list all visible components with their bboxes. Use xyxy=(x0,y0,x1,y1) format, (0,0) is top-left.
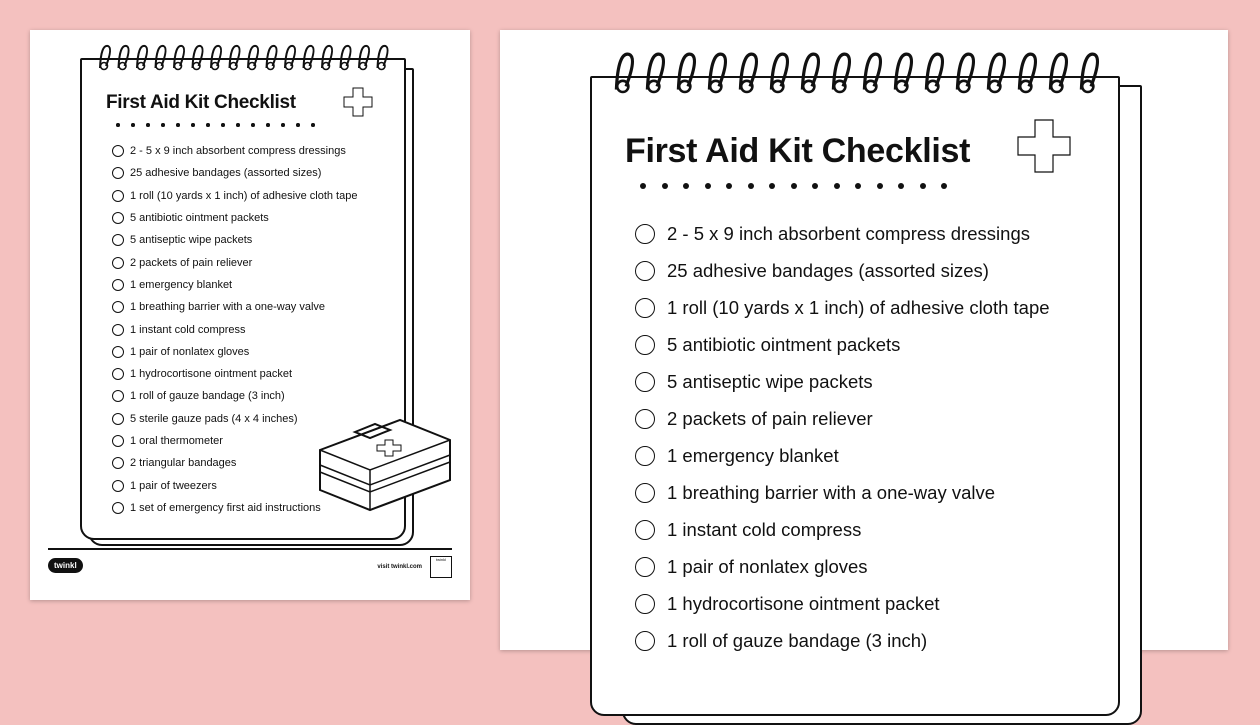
dot xyxy=(855,183,861,189)
checkbox-circle[interactable] xyxy=(112,324,124,336)
checkbox-circle[interactable] xyxy=(112,234,124,246)
checklist-item-label: 25 adhesive bandages (assorted sizes) xyxy=(667,259,989,281)
worksheet-preview-zoomed xyxy=(500,30,1228,650)
worksheet-preview-thumbnail xyxy=(30,30,470,600)
checklist-item-label: 1 emergency blanket xyxy=(667,444,839,466)
checklist-item-label: 5 sterile gauze pads (4 x 4 inches) xyxy=(130,412,298,425)
dot xyxy=(683,183,689,189)
dot xyxy=(726,183,732,189)
checklist-item xyxy=(112,274,357,296)
checkbox-circle[interactable] xyxy=(112,212,124,224)
checklist-item-label: 1 hydrocortisone ointment packet xyxy=(130,368,293,381)
dot xyxy=(161,123,165,127)
twinkl-logo: twinkl xyxy=(48,558,83,573)
checklist-item xyxy=(635,548,1050,585)
checklist-item-label: 1 emergency blanket xyxy=(130,278,233,291)
checklist-item xyxy=(112,385,357,407)
dot xyxy=(281,123,285,127)
checkbox-circle[interactable] xyxy=(112,279,124,291)
checklist-item xyxy=(112,341,357,363)
dot xyxy=(662,183,668,189)
checkbox-circle[interactable] xyxy=(635,631,655,651)
worksheet-title: First Aid Kit Checklist xyxy=(625,132,971,170)
dot xyxy=(812,183,818,189)
dot xyxy=(640,183,646,189)
checklist-item xyxy=(112,162,357,184)
checklist-item xyxy=(112,207,357,229)
checkbox-circle[interactable] xyxy=(112,368,124,380)
checkbox-circle[interactable] xyxy=(635,298,655,318)
checklist-item-label: 1 oral thermometer xyxy=(130,435,223,447)
checkbox-circle[interactable] xyxy=(112,145,124,157)
first-aid-kit-icon xyxy=(315,410,455,520)
checklist-item xyxy=(635,252,1050,289)
checklist-item xyxy=(635,400,1050,437)
dot xyxy=(236,123,240,127)
checkbox-circle[interactable] xyxy=(112,390,124,402)
dot xyxy=(311,123,315,127)
checkbox-circle[interactable] xyxy=(635,520,655,540)
checklist-item-label: 1 pair of nonlatex gloves xyxy=(130,345,250,358)
checklist-item-label: 1 roll of gauze bandage (3 inch) xyxy=(130,390,285,403)
checkbox-circle[interactable] xyxy=(635,409,655,429)
dot xyxy=(266,123,270,127)
spiral-binding-icon xyxy=(96,42,396,72)
dot xyxy=(206,123,210,127)
dot xyxy=(146,123,150,127)
checklist-item-label: 1 breathing barrier with a one-way valve xyxy=(667,481,996,503)
dot xyxy=(131,123,135,127)
checkbox-circle[interactable] xyxy=(112,457,124,469)
checklist-item-label: 1 pair of nonlatex gloves xyxy=(667,555,868,577)
medical-cross-icon xyxy=(342,86,374,118)
checklist-item xyxy=(635,289,1050,326)
checklist-item xyxy=(112,140,357,162)
checklist-item xyxy=(635,622,1050,659)
checklist-item xyxy=(112,229,357,251)
checklist-item-label: 1 breathing barrier with a one-way valve xyxy=(130,301,326,314)
dot xyxy=(191,123,195,127)
dot xyxy=(116,123,120,127)
checkbox-circle[interactable] xyxy=(635,446,655,466)
checkbox-circle[interactable] xyxy=(112,502,124,514)
checklist-item-label: 5 antibiotic ointment packets xyxy=(130,212,269,225)
checkbox-circle[interactable] xyxy=(635,483,655,503)
checklist-item-label: 1 instant cold compress xyxy=(130,323,246,336)
checklist-item-label: 25 adhesive bandages (assorted sizes) xyxy=(130,167,322,180)
checklist-item xyxy=(112,251,357,273)
medical-cross-icon xyxy=(1015,116,1073,174)
checkbox-circle[interactable] xyxy=(112,190,124,202)
checklist-item-label: 1 roll of gauze bandage (3 inch) xyxy=(667,629,928,651)
checklist-item xyxy=(112,296,357,318)
checklist-item-label: 2 - 5 x 9 inch absorbent compress dressings xyxy=(667,222,1030,244)
dot xyxy=(877,183,883,189)
worksheet-title: First Aid Kit Checklist xyxy=(106,92,296,113)
checklist-item xyxy=(112,185,357,207)
dot-divider xyxy=(640,183,947,189)
checklist-item-label: 2 - 5 x 9 inch absorbent compress dressings xyxy=(130,145,346,158)
dot xyxy=(898,183,904,189)
dot xyxy=(769,183,775,189)
twinkl-badge: twinkl xyxy=(430,556,452,578)
checklist-item-label: 1 instant cold compress xyxy=(667,518,862,540)
dot xyxy=(834,183,840,189)
checklist-item-label: 1 pair of tweezers xyxy=(130,479,217,492)
checklist-item xyxy=(635,326,1050,363)
dot xyxy=(251,123,255,127)
checklist-item-label: 5 antiseptic wipe packets xyxy=(667,370,873,392)
checkbox-circle[interactable] xyxy=(635,335,655,355)
checklist-item xyxy=(635,585,1050,622)
checklist xyxy=(635,215,1050,659)
checkbox-circle[interactable] xyxy=(112,167,124,179)
spiral-binding-icon xyxy=(610,48,1110,98)
checklist-item-label: 2 packets of pain reliever xyxy=(667,407,873,429)
checklist-item-label: 1 roll (10 yards x 1 inch) of adhesive cloth tape xyxy=(667,296,1050,318)
checklist-item-label: 1 hydrocortisone ointment packet xyxy=(667,592,940,614)
checkbox-circle[interactable] xyxy=(112,413,124,425)
checklist-item xyxy=(112,363,357,385)
dot xyxy=(176,123,180,127)
footer-divider xyxy=(48,548,452,550)
visit-text: visit twinkl.com xyxy=(377,564,422,570)
checkbox-circle[interactable] xyxy=(635,594,655,614)
dot xyxy=(920,183,926,189)
dot xyxy=(705,183,711,189)
checkbox-circle[interactable] xyxy=(112,257,124,269)
checkbox-circle[interactable] xyxy=(635,224,655,244)
dot xyxy=(296,123,300,127)
checkbox-circle[interactable] xyxy=(112,435,124,447)
checkbox-circle[interactable] xyxy=(635,372,655,392)
dot xyxy=(791,183,797,189)
checklist-item xyxy=(635,474,1050,511)
checklist-item-label: 5 antiseptic wipe packets xyxy=(130,234,253,247)
checkbox-circle[interactable] xyxy=(112,480,124,492)
checkbox-circle[interactable] xyxy=(112,301,124,313)
checklist-item xyxy=(112,318,357,340)
checkbox-circle[interactable] xyxy=(635,261,655,281)
dot xyxy=(748,183,754,189)
checkbox-circle[interactable] xyxy=(635,557,655,577)
checklist-item-label: 1 roll (10 yards x 1 inch) of adhesive cloth tape xyxy=(130,189,358,202)
dot xyxy=(221,123,225,127)
dot xyxy=(941,183,947,189)
checklist-item-label: 2 packets of pain reliever xyxy=(130,256,253,269)
checklist-item xyxy=(635,363,1050,400)
checklist-item xyxy=(635,437,1050,474)
dot-divider xyxy=(116,123,315,127)
checklist-item-label: 5 antibiotic ointment packets xyxy=(667,333,901,355)
checkbox-circle[interactable] xyxy=(112,346,124,358)
checklist-item-label: 1 set of emergency first aid instructions xyxy=(130,501,321,514)
checklist-item xyxy=(635,511,1050,548)
checklist-item xyxy=(635,215,1050,252)
checklist-item-label: 2 triangular bandages xyxy=(130,457,237,470)
